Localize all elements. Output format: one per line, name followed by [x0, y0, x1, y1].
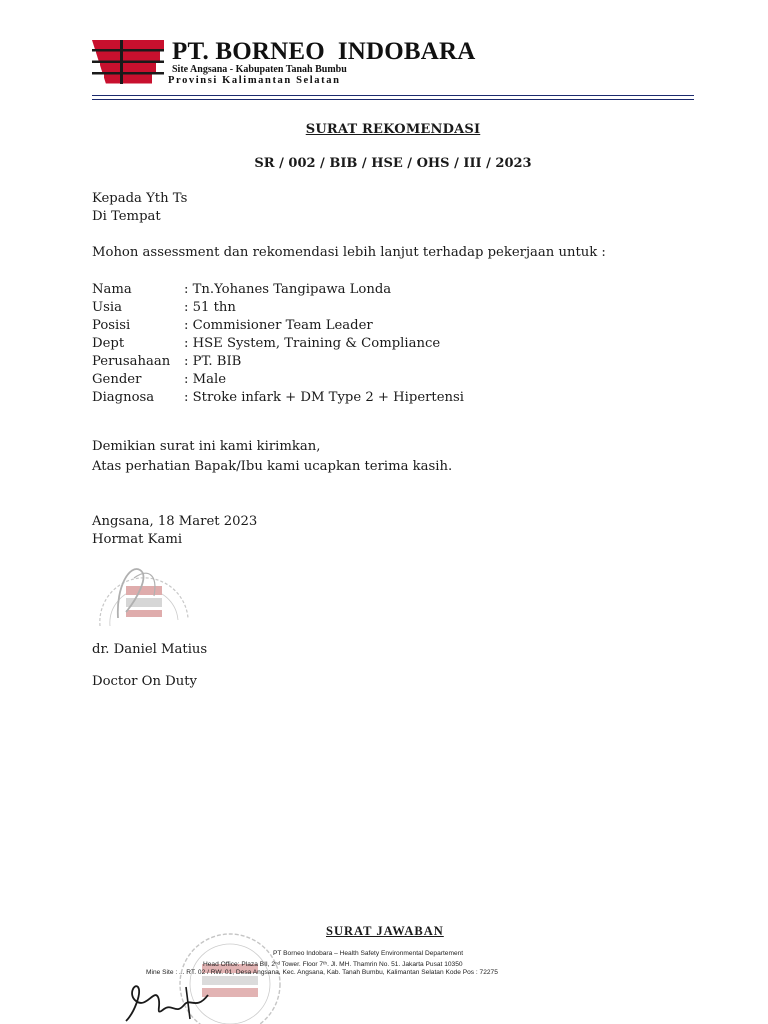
- info-label-usia: Usia: [92, 300, 122, 315]
- document-number: SR / 002 / BIB / HSE / OHS / III / 2023: [254, 156, 532, 171]
- regards: Hormat Kami: [92, 532, 183, 547]
- intro-paragraph: Mohon assessment dan rekomendasi lebih lanjut terhadap pekerjaan untuk :: [92, 245, 606, 260]
- recipient-line-2: Di Tempat: [92, 209, 161, 224]
- handwritten-signature-icon: [124, 975, 214, 1024]
- info-label-posisi: Posisi: [92, 318, 131, 333]
- info-value-diagnosa: : Stroke infark + DM Type 2 + Hipertensi: [184, 390, 465, 405]
- info-value-perusahaan: : PT. BIB: [184, 354, 242, 369]
- footer-mine-site: Mine Site : ... RT. 02 / RW. 01, Desa Angsana, Kec. Angsana, Kab. Tanah Bumbu, Kalimantan Selatan Kode Pos : 72275: [146, 969, 498, 976]
- company-province: Provinsi Kalimantan Selatan: [168, 75, 341, 86]
- borneo-indobara-logo-icon: [92, 40, 164, 84]
- info-value-posisi: : Commisioner Team Leader: [184, 318, 373, 333]
- company-site: Site Angsana - Kabupaten Tanah Bumbu: [172, 64, 347, 75]
- signatory-role: Doctor On Duty: [92, 674, 197, 689]
- info-label-gender: Gender: [92, 372, 142, 387]
- place-date: Angsana, 18 Maret 2023: [92, 514, 258, 529]
- info-value-usia: : 51 thn: [184, 300, 236, 315]
- recipient-line-1: Kepada Yth Ts: [92, 191, 188, 206]
- info-value-dept: : HSE System, Training & Compliance: [184, 336, 441, 351]
- info-value-gender: : Male: [184, 372, 227, 387]
- answer-title: SURAT JAWABAN: [326, 924, 444, 938]
- occupational-health-stamp-icon: [96, 556, 192, 626]
- info-label-perusahaan: Perusahaan: [92, 354, 171, 369]
- closing-line-1: Demikian surat ini kami kirimkan,: [92, 439, 321, 454]
- closing-line-2: Atas perhatian Bapak/Ibu kami ucapkan terima kasih.: [92, 459, 453, 474]
- header-rule-thin: [92, 99, 694, 100]
- footer-company-line: PT Borneo Indobara – Health Safety Environmental Departement: [273, 950, 464, 957]
- info-label-dept: Dept: [92, 336, 125, 351]
- company-name: PT. BORNEO INDOBARA: [172, 38, 476, 65]
- header-rule-thick: [92, 95, 694, 96]
- info-value-nama: : Tn.Yohanes Tangipawa Londa: [184, 282, 392, 297]
- info-label-diagnosa: Diagnosa: [92, 390, 155, 405]
- info-label-nama: Nama: [92, 282, 132, 297]
- signatory-name: dr. Daniel Matius: [92, 642, 208, 657]
- document-title: SURAT REKOMENDASI: [305, 122, 481, 137]
- footer-head-office: Head Office: Plaza BII, 2ⁿᵈ Tower. Floor 7ᵗʰ. Jl. MH. Thamrin No. 51. Jakarta Pusat 10350: [203, 961, 463, 968]
